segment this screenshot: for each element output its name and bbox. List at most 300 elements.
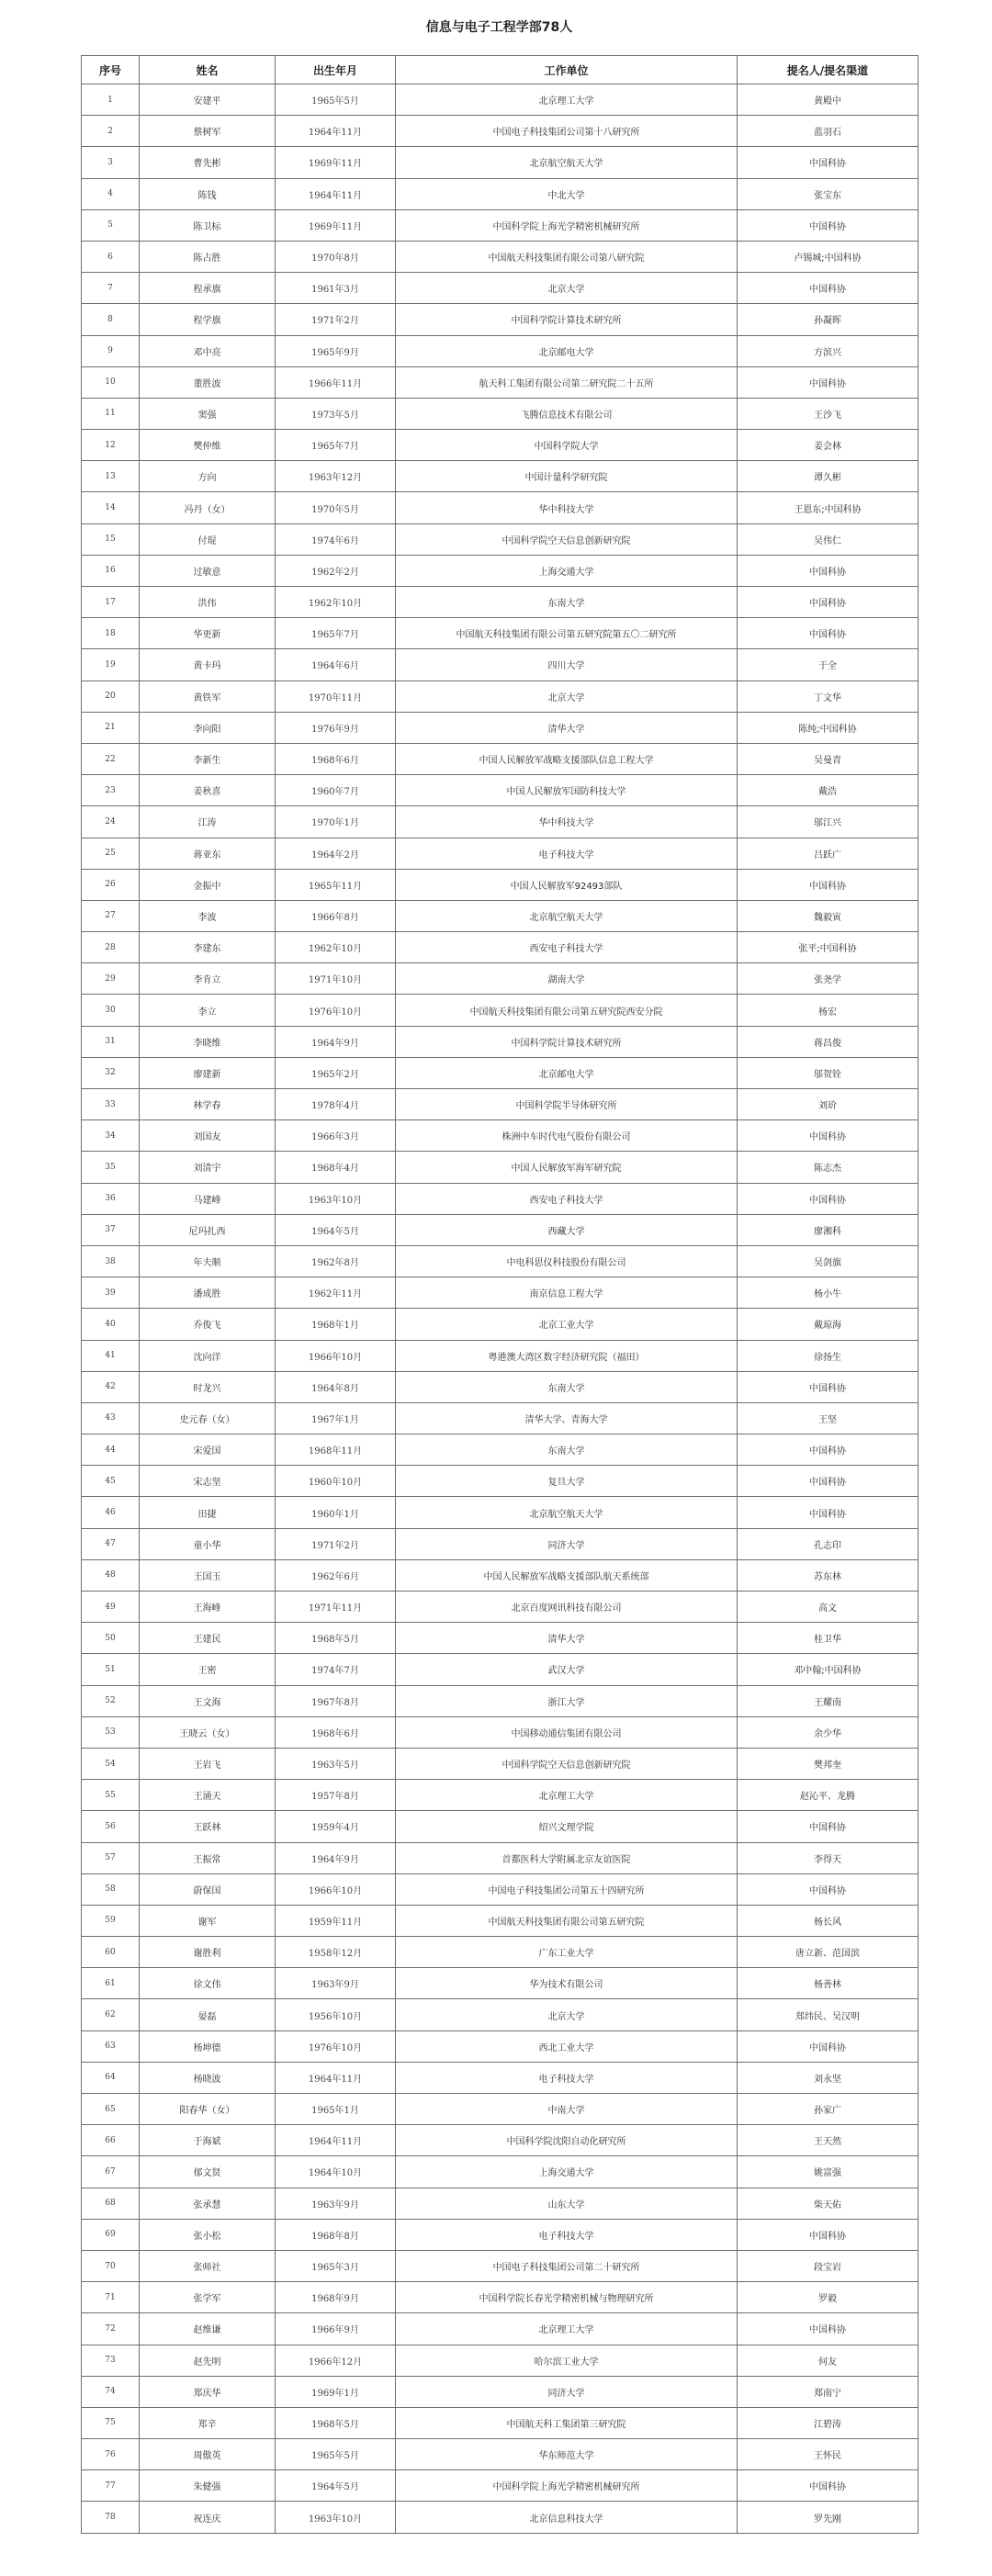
cell-name: 王岩飞 — [140, 1748, 276, 1779]
cell-name: 王晓云（女） — [140, 1716, 276, 1748]
cell-nominator: 卢锡城;中国科协 — [738, 241, 919, 272]
cell-employer: 同济大学 — [396, 2376, 738, 2407]
cell-birth: 1963年12月 — [276, 461, 396, 492]
cell-name: 沈向洋 — [140, 1340, 276, 1371]
table-row — [82, 116, 919, 147]
cell-name: 窦强 — [140, 398, 276, 429]
cell-name: 王密 — [140, 1654, 276, 1685]
cell-birth: 1965年5月 — [276, 2439, 396, 2470]
cell-birth: 1964年5月 — [276, 1214, 396, 1245]
cell-name: 李波 — [140, 900, 276, 931]
cell-employer: 株洲中车时代电气股份有限公司 — [396, 1120, 738, 1152]
cell-index: 12 — [82, 430, 140, 461]
cell-index: 11 — [82, 398, 140, 429]
cell-name: 方向 — [140, 461, 276, 492]
cell-name: 董胜波 — [140, 366, 276, 398]
cell-nominator: 中国科协 — [738, 618, 919, 649]
cell-index: 15 — [82, 523, 140, 555]
cell-index: 46 — [82, 1497, 140, 1528]
cell-nominator: 中国科协 — [738, 587, 919, 618]
cell-name: 王文海 — [140, 1685, 276, 1716]
cell-birth: 1970年5月 — [276, 492, 396, 523]
table-row — [82, 1497, 919, 1528]
cell-index: 31 — [82, 1026, 140, 1057]
cell-birth: 1970年1月 — [276, 806, 396, 838]
cell-index: 24 — [82, 806, 140, 838]
cell-name: 宋爱国 — [140, 1434, 276, 1466]
cell-name: 金振中 — [140, 869, 276, 900]
cell-index: 36 — [82, 1183, 140, 1214]
cell-index: 33 — [82, 1089, 140, 1120]
cell-name: 田捷 — [140, 1497, 276, 1528]
cell-nominator: 罗毅 — [738, 2282, 919, 2313]
table-row — [82, 2062, 919, 2093]
table-row — [82, 273, 919, 304]
cell-nominator: 孙家广 — [738, 2094, 919, 2125]
cell-employer: 华中科技大学 — [396, 806, 738, 838]
cell-nominator: 王坚 — [738, 1402, 919, 1434]
cell-nominator: 邓中翰;中国科协 — [738, 1654, 919, 1685]
cell-index: 72 — [82, 2313, 140, 2345]
cell-birth: 1967年8月 — [276, 1685, 396, 1716]
cell-index: 19 — [82, 649, 140, 681]
cell-name: 付琨 — [140, 523, 276, 555]
cell-nominator: 刘玠 — [738, 1089, 919, 1120]
cell-name: 郑辛 — [140, 2407, 276, 2438]
table-row — [82, 84, 919, 116]
cell-nominator: 吴伟仁 — [738, 523, 919, 555]
cell-name: 杨晓波 — [140, 2062, 276, 2093]
table-row — [82, 430, 919, 461]
cell-name: 宋志坚 — [140, 1466, 276, 1497]
cell-name: 阳春华（女） — [140, 2094, 276, 2125]
table-row — [82, 209, 919, 241]
cell-birth: 1969年11月 — [276, 147, 396, 178]
table-row — [82, 2219, 919, 2250]
cell-index: 50 — [82, 1623, 140, 1654]
cell-index: 26 — [82, 869, 140, 900]
cell-employer: 清华大学、青海大学 — [396, 1402, 738, 1434]
cell-name: 王涌天 — [140, 1780, 276, 1811]
cell-name: 黄铁军 — [140, 681, 276, 712]
cell-birth: 1971年2月 — [276, 1528, 396, 1559]
cell-name: 赵维谦 — [140, 2313, 276, 2345]
cell-birth: 1965年1月 — [276, 2094, 396, 2125]
cell-birth: 1962年2月 — [276, 555, 396, 586]
cell-birth: 1971年11月 — [276, 1592, 396, 1623]
cell-birth: 1965年3月 — [276, 2250, 396, 2281]
table-header-row — [82, 56, 919, 84]
cell-birth: 1966年10月 — [276, 1873, 396, 1905]
table-row — [82, 1309, 919, 1340]
cell-birth: 1964年11月 — [276, 116, 396, 147]
cell-birth: 1966年8月 — [276, 900, 396, 931]
cell-nominator: 张尧学 — [738, 963, 919, 995]
table-row — [82, 2125, 919, 2156]
cell-employer: 中国人民解放军92493部队 — [396, 869, 738, 900]
cell-birth: 1968年8月 — [276, 2219, 396, 2250]
cell-employer: 北京理工大学 — [396, 84, 738, 116]
cell-birth: 1960年1月 — [276, 1497, 396, 1528]
cell-employer: 中国移动通信集团有限公司 — [396, 1716, 738, 1748]
cell-index: 44 — [82, 1434, 140, 1466]
cell-index: 60 — [82, 1937, 140, 1968]
cell-nominator: 徐扬生 — [738, 1340, 919, 1371]
cell-employer: 中北大学 — [396, 178, 738, 209]
cell-name: 陈钱 — [140, 178, 276, 209]
cell-employer: 北京百度网讯科技有限公司 — [396, 1592, 738, 1623]
cell-name: 杨坤德 — [140, 2030, 276, 2062]
page-title: 信息与电子工程学部78人 — [425, 20, 573, 35]
cell-nominator: 蓝羽石 — [738, 116, 919, 147]
header-birth: 出生年月 — [276, 56, 396, 84]
cell-index: 22 — [82, 743, 140, 774]
table-row — [82, 838, 919, 869]
cell-name: 王国玉 — [140, 1559, 276, 1591]
cell-employer: 北京航空航天大学 — [396, 147, 738, 178]
cell-birth: 1968年4月 — [276, 1152, 396, 1183]
cell-birth: 1965年2月 — [276, 1057, 396, 1088]
cell-name: 王振常 — [140, 1842, 276, 1873]
cell-index: 34 — [82, 1120, 140, 1152]
cell-birth: 1957年8月 — [276, 1780, 396, 1811]
cell-index: 53 — [82, 1716, 140, 1748]
cell-name: 廖建新 — [140, 1057, 276, 1088]
cell-nominator: 中国科协 — [738, 2470, 919, 2502]
cell-nominator: 邬贺铨 — [738, 1057, 919, 1088]
header-nominator: 提名人/提名渠道 — [738, 56, 919, 84]
cell-birth: 1964年11月 — [276, 2125, 396, 2156]
cell-name: 王跃林 — [140, 1811, 276, 1842]
cell-nominator: 樊邦奎 — [738, 1748, 919, 1779]
table-row — [82, 1968, 919, 1999]
cell-index: 10 — [82, 366, 140, 398]
cell-name: 张学军 — [140, 2282, 276, 2313]
cell-employer: 中国航天科技集团有限公司第八研究院 — [396, 241, 738, 272]
cell-index: 62 — [82, 1999, 140, 2030]
cell-nominator: 杨长风 — [738, 1905, 919, 1936]
cell-name: 谢胜利 — [140, 1937, 276, 1968]
cell-nominator: 方滨兴 — [738, 335, 919, 366]
cell-nominator: 王沙飞 — [738, 398, 919, 429]
cell-name: 安建平 — [140, 84, 276, 116]
cell-employer: 东南大学 — [396, 1434, 738, 1466]
cell-employer: 武汉大学 — [396, 1654, 738, 1685]
cell-index: 70 — [82, 2250, 140, 2281]
cell-employer: 西藏大学 — [396, 1214, 738, 1245]
cell-index: 21 — [82, 712, 140, 743]
header-name: 姓名 — [140, 56, 276, 84]
cell-index: 13 — [82, 461, 140, 492]
cell-index: 9 — [82, 335, 140, 366]
cell-nominator: 中国科协 — [738, 2219, 919, 2250]
cell-index: 41 — [82, 1340, 140, 1371]
cell-employer: 电子科技大学 — [396, 2219, 738, 2250]
cell-employer: 华东师范大学 — [396, 2439, 738, 2470]
cell-employer: 中国航天科工集团第三研究院 — [396, 2407, 738, 2438]
cell-index: 73 — [82, 2345, 140, 2376]
cell-name: 程学旗 — [140, 304, 276, 335]
cell-nominator: 中国科协 — [738, 209, 919, 241]
cell-nominator: 吕跃广 — [738, 838, 919, 869]
cell-employer: 东南大学 — [396, 1371, 738, 1402]
cell-employer: 中国人民解放军海军研究院 — [396, 1152, 738, 1183]
cell-nominator: 余少华 — [738, 1716, 919, 1748]
cell-birth: 1969年1月 — [276, 2376, 396, 2407]
cell-employer: 中国计量科学研究院 — [396, 461, 738, 492]
cell-name: 马建峰 — [140, 1183, 276, 1214]
cell-nominator: 中国科协 — [738, 1434, 919, 1466]
cell-name: 赵先明 — [140, 2345, 276, 2376]
header-index: 序号 — [82, 56, 140, 84]
cell-index: 49 — [82, 1592, 140, 1623]
table-row — [82, 1120, 919, 1152]
cell-employer: 中国电子科技集团公司第十八研究所 — [396, 116, 738, 147]
table-row — [82, 492, 919, 523]
table-body — [82, 84, 919, 2534]
cell-nominator: 中国科协 — [738, 1497, 919, 1528]
cell-employer: 北京航空航天大学 — [396, 900, 738, 931]
cell-index: 58 — [82, 1873, 140, 1905]
cell-nominator: 张平;中国科协 — [738, 932, 919, 963]
cell-nominator: 杨小牛 — [738, 1277, 919, 1309]
cell-employer: 中国科学院上海光学精密机械研究所 — [396, 2470, 738, 2502]
cell-nominator: 姚富强 — [738, 2156, 919, 2188]
cell-index: 48 — [82, 1559, 140, 1591]
cell-nominator: 中国科协 — [738, 273, 919, 304]
cell-name: 李向阳 — [140, 712, 276, 743]
table-row — [82, 2156, 919, 2188]
cell-index: 5 — [82, 209, 140, 241]
cell-employer: 中国科学院计算技术研究所 — [396, 304, 738, 335]
cell-birth: 1970年8月 — [276, 241, 396, 272]
cell-name: 李肯立 — [140, 963, 276, 995]
cell-birth: 1962年11月 — [276, 1277, 396, 1309]
table-row — [82, 147, 919, 178]
cell-index: 71 — [82, 2282, 140, 2313]
table-row — [82, 366, 919, 398]
cell-birth: 1964年11月 — [276, 2062, 396, 2093]
table-row — [82, 1152, 919, 1183]
cell-employer: 北京理工大学 — [396, 2313, 738, 2345]
table-row — [82, 523, 919, 555]
cell-birth: 1958年12月 — [276, 1937, 396, 1968]
cell-index: 61 — [82, 1968, 140, 1999]
cell-index: 47 — [82, 1528, 140, 1559]
cell-name: 陈占胜 — [140, 241, 276, 272]
cell-birth: 1962年6月 — [276, 1559, 396, 1591]
cell-employer: 西北工业大学 — [396, 2030, 738, 2062]
cell-name: 华更新 — [140, 618, 276, 649]
cell-name: 蔡树军 — [140, 116, 276, 147]
cell-nominator: 刘永坚 — [738, 2062, 919, 2093]
table-row — [82, 178, 919, 209]
table-row — [82, 1245, 919, 1277]
cell-index: 23 — [82, 775, 140, 806]
cell-birth: 1964年5月 — [276, 2470, 396, 2502]
cell-birth: 1978年4月 — [276, 1089, 396, 1120]
cell-name: 李晓维 — [140, 1026, 276, 1057]
cell-employer: 南京信息工程大学 — [396, 1277, 738, 1309]
cell-birth: 1965年11月 — [276, 869, 396, 900]
cell-name: 林学春 — [140, 1089, 276, 1120]
table-row — [82, 1623, 919, 1654]
cell-name: 樊仲维 — [140, 430, 276, 461]
cell-birth: 1961年3月 — [276, 273, 396, 304]
cell-index: 18 — [82, 618, 140, 649]
cell-index: 2 — [82, 116, 140, 147]
cell-birth: 1965年9月 — [276, 335, 396, 366]
cell-index: 43 — [82, 1402, 140, 1434]
cell-name: 李建东 — [140, 932, 276, 963]
table-row — [82, 775, 919, 806]
cell-name: 程承旗 — [140, 273, 276, 304]
cell-birth: 1965年7月 — [276, 430, 396, 461]
cell-index: 32 — [82, 1057, 140, 1088]
cell-employer: 电子科技大学 — [396, 2062, 738, 2093]
cell-index: 56 — [82, 1811, 140, 1842]
table-row — [82, 1748, 919, 1779]
table-row — [82, 712, 919, 743]
table-row — [82, 1057, 919, 1088]
cell-nominator: 段宝岩 — [738, 2250, 919, 2281]
table-row — [82, 1592, 919, 1623]
cell-index: 67 — [82, 2156, 140, 2188]
nominee-table — [81, 55, 919, 2534]
cell-employer: 北京大学 — [396, 273, 738, 304]
cell-nominator: 杨宏 — [738, 995, 919, 1026]
cell-nominator: 吴曼青 — [738, 743, 919, 774]
cell-nominator: 中国科协 — [738, 1120, 919, 1152]
cell-index: 52 — [82, 1685, 140, 1716]
cell-employer: 中国科学院上海光学精密机械研究所 — [396, 209, 738, 241]
cell-employer: 浙江大学 — [396, 1685, 738, 1716]
cell-birth: 1968年6月 — [276, 1716, 396, 1748]
cell-name: 刘清宇 — [140, 1152, 276, 1183]
cell-index: 28 — [82, 932, 140, 963]
table-row — [82, 743, 919, 774]
cell-name: 蔚保国 — [140, 1873, 276, 1905]
table-row — [82, 1089, 919, 1120]
cell-nominator: 王怀民 — [738, 2439, 919, 2470]
cell-index: 27 — [82, 900, 140, 931]
cell-index: 55 — [82, 1780, 140, 1811]
table-row — [82, 241, 919, 272]
cell-nominator: 江碧涛 — [738, 2407, 919, 2438]
cell-name: 李新生 — [140, 743, 276, 774]
cell-nominator: 丁文华 — [738, 681, 919, 712]
cell-index: 39 — [82, 1277, 140, 1309]
table-row — [82, 1811, 919, 1842]
table-row — [82, 806, 919, 838]
cell-index: 59 — [82, 1905, 140, 1936]
cell-nominator: 郑南宁 — [738, 2376, 919, 2407]
cell-employer: 中国科学院沈阳自动化研究所 — [396, 2125, 738, 2156]
cell-name: 李立 — [140, 995, 276, 1026]
cell-birth: 1968年11月 — [276, 1434, 396, 1466]
cell-name: 时龙兴 — [140, 1371, 276, 1402]
cell-index: 1 — [82, 84, 140, 116]
table-row — [82, 1434, 919, 1466]
cell-birth: 1964年6月 — [276, 649, 396, 681]
table-row — [82, 1402, 919, 1434]
table-row — [82, 1528, 919, 1559]
cell-name: 谢军 — [140, 1905, 276, 1936]
table-row — [82, 1873, 919, 1905]
cell-birth: 1968年6月 — [276, 743, 396, 774]
table-row — [82, 1371, 919, 1402]
cell-nominator: 郑纬民、吴汉明 — [738, 1999, 919, 2030]
cell-employer: 上海交通大学 — [396, 555, 738, 586]
cell-birth: 1966年12月 — [276, 2345, 396, 2376]
cell-index: 29 — [82, 963, 140, 995]
cell-index: 20 — [82, 681, 140, 712]
cell-index: 54 — [82, 1748, 140, 1779]
cell-employer: 西安电子科技大学 — [396, 1183, 738, 1214]
cell-nominator: 孔志印 — [738, 1528, 919, 1559]
cell-nominator: 戴琼海 — [738, 1309, 919, 1340]
cell-employer: 中南大学 — [396, 2094, 738, 2125]
table-row — [82, 1183, 919, 1214]
cell-index: 77 — [82, 2470, 140, 2502]
cell-birth: 1956年10月 — [276, 1999, 396, 2030]
cell-index: 75 — [82, 2407, 140, 2438]
cell-birth: 1962年8月 — [276, 1245, 396, 1277]
cell-name: 年夫顺 — [140, 1245, 276, 1277]
table-row — [82, 1716, 919, 1748]
cell-birth: 1963年9月 — [276, 2188, 396, 2219]
cell-birth: 1964年11月 — [276, 178, 396, 209]
cell-nominator: 苏东林 — [738, 1559, 919, 1591]
cell-birth: 1966年3月 — [276, 1120, 396, 1152]
table-row — [82, 2376, 919, 2407]
cell-employer: 北京工业大学 — [396, 1309, 738, 1340]
cell-employer: 哈尔滨工业大学 — [396, 2345, 738, 2376]
cell-nominator: 邬江兴 — [738, 806, 919, 838]
cell-birth: 1966年10月 — [276, 1340, 396, 1371]
cell-nominator: 王耀南 — [738, 1685, 919, 1716]
cell-birth: 1968年5月 — [276, 2407, 396, 2438]
table-row — [82, 869, 919, 900]
cell-name: 王海峰 — [140, 1592, 276, 1623]
cell-birth: 1964年8月 — [276, 1371, 396, 1402]
cell-index: 74 — [82, 2376, 140, 2407]
cell-birth: 1963年5月 — [276, 1748, 396, 1779]
cell-name: 尼玛扎西 — [140, 1214, 276, 1245]
table-row — [82, 2250, 919, 2281]
cell-employer: 北京大学 — [396, 681, 738, 712]
cell-employer: 广东工业大学 — [396, 1937, 738, 1968]
cell-employer: 中国科学院大学 — [396, 430, 738, 461]
table-row — [82, 2407, 919, 2438]
table-row — [82, 1026, 919, 1057]
cell-birth: 1969年11月 — [276, 209, 396, 241]
cell-index: 3 — [82, 147, 140, 178]
table-row — [82, 1905, 919, 1936]
table-row — [82, 2502, 919, 2533]
cell-nominator: 中国科协 — [738, 2030, 919, 2062]
cell-nominator: 中国科协 — [738, 1183, 919, 1214]
table-row — [82, 618, 919, 649]
table-row — [82, 649, 919, 681]
cell-index: 45 — [82, 1466, 140, 1497]
cell-employer: 中国科学院计算技术研究所 — [396, 1026, 738, 1057]
cell-birth: 1964年9月 — [276, 1842, 396, 1873]
table-row — [82, 1277, 919, 1309]
cell-nominator: 李得天 — [738, 1842, 919, 1873]
cell-name: 晏磊 — [140, 1999, 276, 2030]
cell-employer: 清华大学 — [396, 712, 738, 743]
